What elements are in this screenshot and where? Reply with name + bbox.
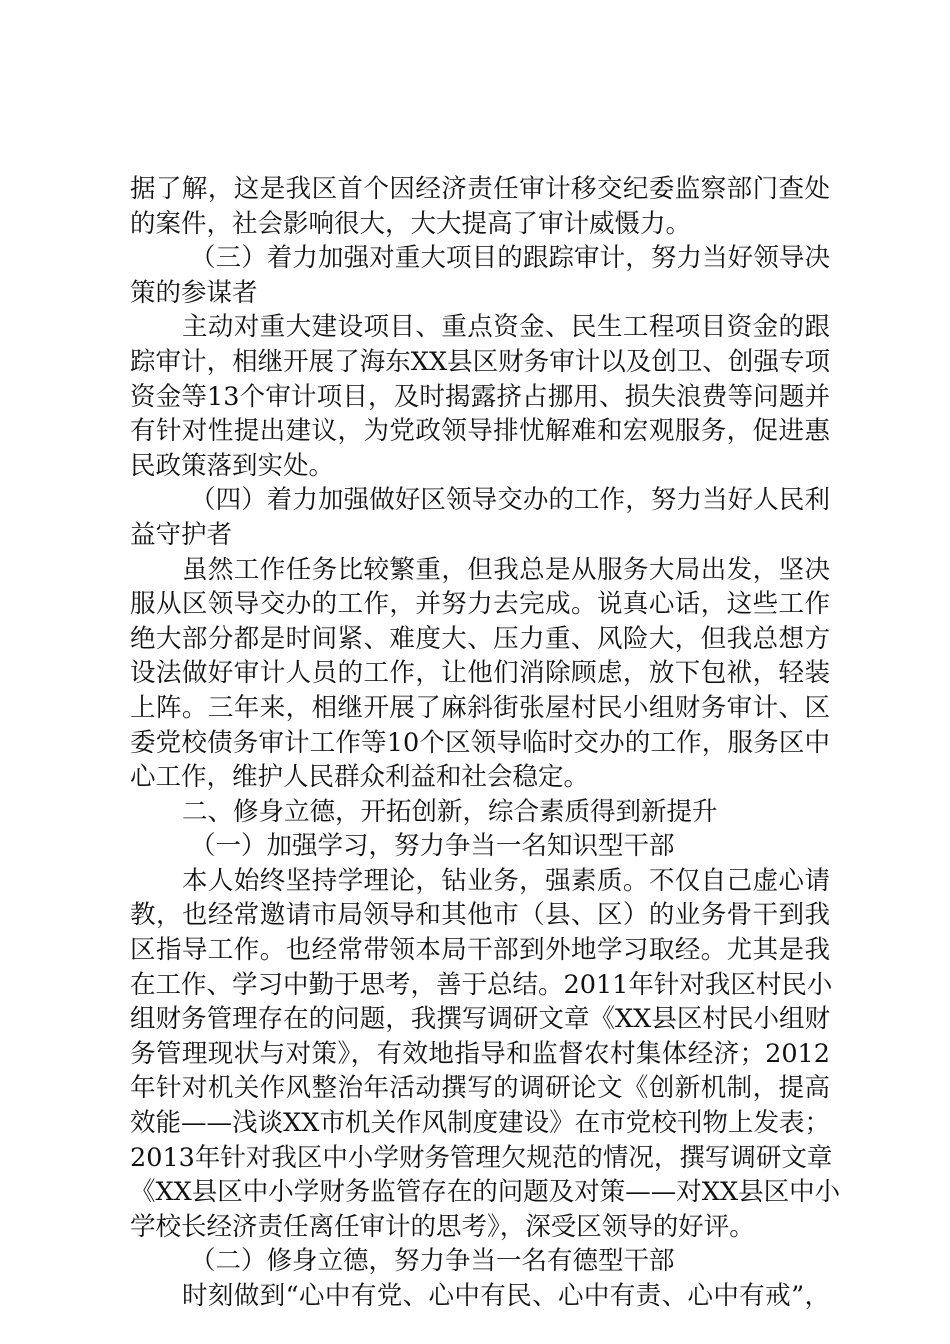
text-line: 教，也经常邀请市局领导和其他市（县、区）的业务骨干到我 <box>130 900 830 931</box>
text-line: 时刻做到“心中有党、心中有民、心中有责、心中有戒”， <box>182 1281 830 1311</box>
text-line: 委党校债务审计工作等10个区领导临时交办的工作，服务区中 <box>130 727 830 758</box>
text-line: （四）着力加强做好区领导交办的工作，努力当好人民利 <box>190 485 830 516</box>
text-line: 虽然工作任务比较繁重，但我总是从服务大局出发，坚决 <box>182 554 830 585</box>
text-line: 效能——浅谈XX市机关作风制度建设》在市党校刊物上发表； <box>130 1108 830 1139</box>
text-line: （一）加强学习，努力争当一名知识型干部 <box>190 831 675 862</box>
text-line: 踪审计，相继开展了海东XX县区财务审计以及创卫、创强专项 <box>130 346 830 377</box>
text-line: 上阵。三年来，相继开展了麻斜街张屋村民小组财务审计、区 <box>130 692 830 723</box>
text-line: 2013年针对我区中小学财务管理欠规范的情况，撰写调研文章 <box>130 1142 833 1173</box>
text-line: 服从区领导交办的工作，并努力去完成。说真心话，这些工作 <box>130 589 830 620</box>
text-line: 资金等13个审计项目，及时揭露挤占挪用、损失浪费等问题并 <box>130 381 830 412</box>
text-line: 有针对性提出建议，为党政领导排忧解难和宏观服务，促进惠 <box>130 416 830 447</box>
text-line: 主动对重大建设项目、重点资金、民生工程项目资金的跟 <box>182 312 830 343</box>
text-line: 区指导工作。也经常带领本局干部到外地学习取经。尤其是我 <box>130 935 830 966</box>
text-line: （二）修身立德，努力争当一名有德型干部 <box>190 1246 675 1277</box>
text-line: 二、修身立德，开拓创新，综合素质得到新提升 <box>182 796 718 827</box>
text-line: 策的参谋者 <box>130 277 258 308</box>
text-line: 本人始终坚持学理论，钻业务，强素质。不仅自己虚心请 <box>182 865 830 896</box>
text-line: 年针对机关作风整治年活动撰写的调研论文《创新机制，提高 <box>130 1073 830 1104</box>
text-line: 设法做好审计人员的工作，让他们消除顾虑，放下包袱，轻装 <box>130 658 830 689</box>
text-line: 的案件，社会影响很大，大大提高了审计威慑力。 <box>130 208 692 239</box>
text-line: （三）着力加强对重大项目的跟踪审计，努力当好领导决 <box>190 243 830 274</box>
document-body <box>130 172 841 1314</box>
text-line: 民政策落到实处。 <box>130 450 335 481</box>
text-line: 绝大部分都是时间紧、难度大、压力重、风险大，但我总想方 <box>130 623 830 654</box>
text-line: 心工作，维护人民群众利益和社会稳定。 <box>130 762 590 793</box>
text-line: 据了解，这是我区首个因经济责任审计移交纪委监察部门查处 <box>130 174 830 204</box>
text-line: 学校长经济责任离任审计的思考》，深受区领导的好评。 <box>130 1211 755 1242</box>
text-line: 在工作、学习中勤于思考，善于总结。2011年针对我区村民小 <box>130 969 833 1000</box>
text-line: 组财务管理存在的问题，我撰写调研文章《XX县区村民小组财 <box>130 1004 830 1035</box>
text-line: 《XX县区中小学财务监管存在的问题及对策——对XX县区中小 <box>130 1177 841 1208</box>
text-line: 益守护者 <box>130 519 233 550</box>
text-line: 务管理现状与对策》，有效地指导和监督农村集体经济；2012 <box>130 1038 830 1069</box>
